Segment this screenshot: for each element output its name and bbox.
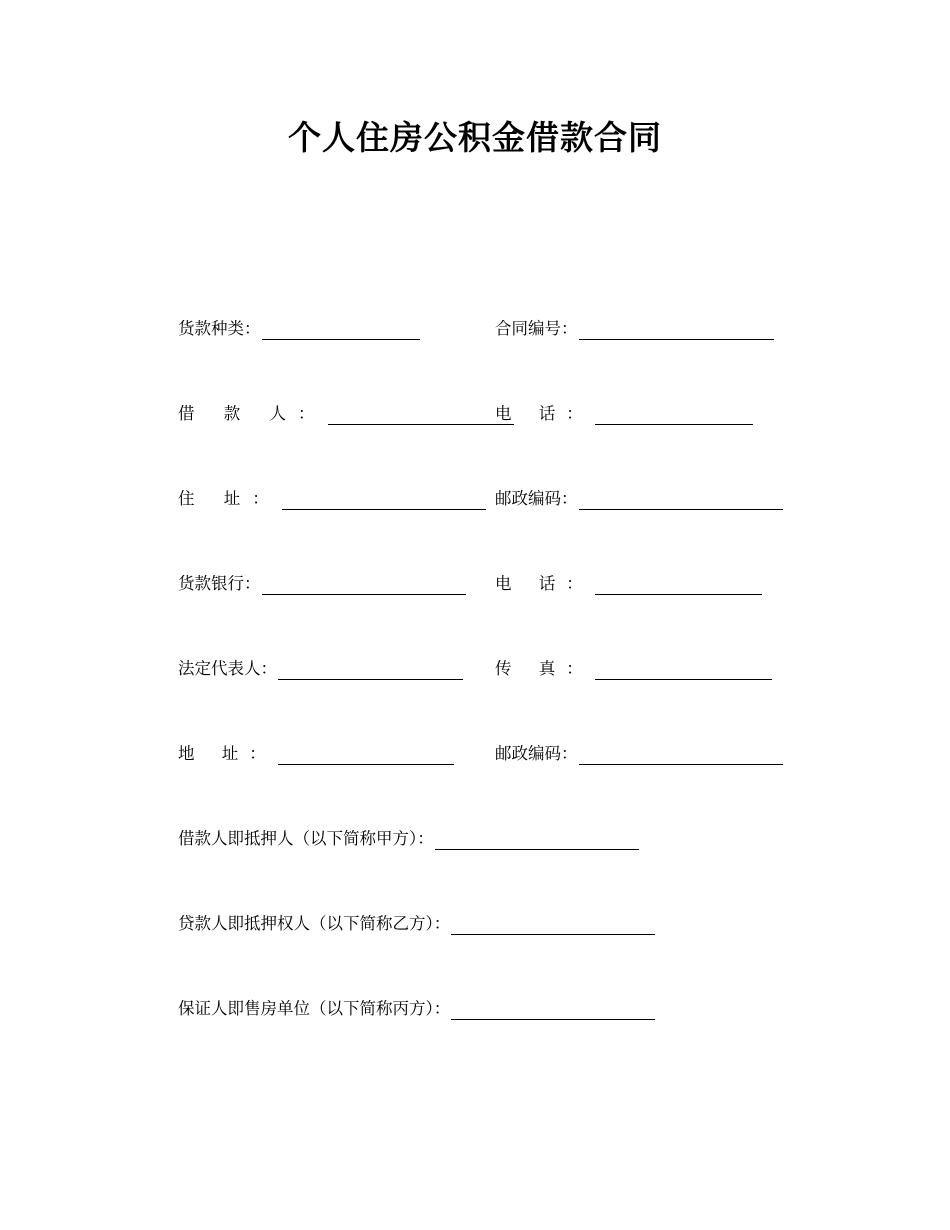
party-a-blank[interactable] [435,831,639,850]
legal-rep-blank[interactable] [278,661,463,680]
bank-phone-label: 电 话： [495,574,594,593]
contract-no-blank[interactable] [579,321,774,340]
party-a-field [178,828,639,850]
party-b-field [178,913,655,935]
contract-no-field [495,318,774,340]
bank-postcode-blank[interactable] [579,746,783,765]
party-b-blank[interactable] [451,916,655,935]
borrower-label: 借 款 人： [178,404,327,423]
postcode-field [495,488,783,510]
address-field [178,488,486,510]
legal-rep-label: 法定代表人： [178,659,277,678]
address-label: 住 址： [178,489,281,508]
fax-field [495,658,772,680]
document-title: 个人住房公积金借款合同 [288,118,662,157]
fax-label: 传 真： [495,659,594,678]
bank-address-blank[interactable] [278,746,454,765]
borrower-blank[interactable] [328,406,514,425]
borrower-phone-field [495,403,753,425]
postcode-blank[interactable] [579,491,783,510]
loan-type-label: 货款种类： [178,319,261,338]
bank-phone-field [495,573,762,595]
party-b-label: 贷款人即抵押权人（以下简称乙方）： [178,914,451,933]
party-c-field [178,998,655,1020]
bank-blank[interactable] [262,576,466,595]
address-blank[interactable] [282,491,486,510]
party-a-label: 借款人即抵押人（以下简称甲方）： [178,829,434,848]
bank-postcode-label: 邮政编码： [495,744,578,763]
bank-field [178,573,466,595]
bank-address-label: 地 址： [178,744,277,763]
borrower-phone-label: 电 话： [495,404,594,423]
bank-address-field [178,743,454,765]
borrower-field [178,403,514,425]
borrower-phone-blank[interactable] [595,406,753,425]
bank-postcode-field [495,743,783,765]
postcode-label: 邮政编码： [495,489,578,508]
legal-rep-field [178,658,463,680]
party-c-blank[interactable] [451,1001,655,1020]
contract-no-label: 合同编号： [495,319,578,338]
fax-blank[interactable] [595,661,772,680]
loan-type-blank[interactable] [262,321,420,340]
loan-type-field [178,318,420,340]
bank-label: 货款银行： [178,574,261,593]
bank-phone-blank[interactable] [595,576,762,595]
party-c-label: 保证人即售房单位（以下简称丙方）： [178,999,451,1018]
